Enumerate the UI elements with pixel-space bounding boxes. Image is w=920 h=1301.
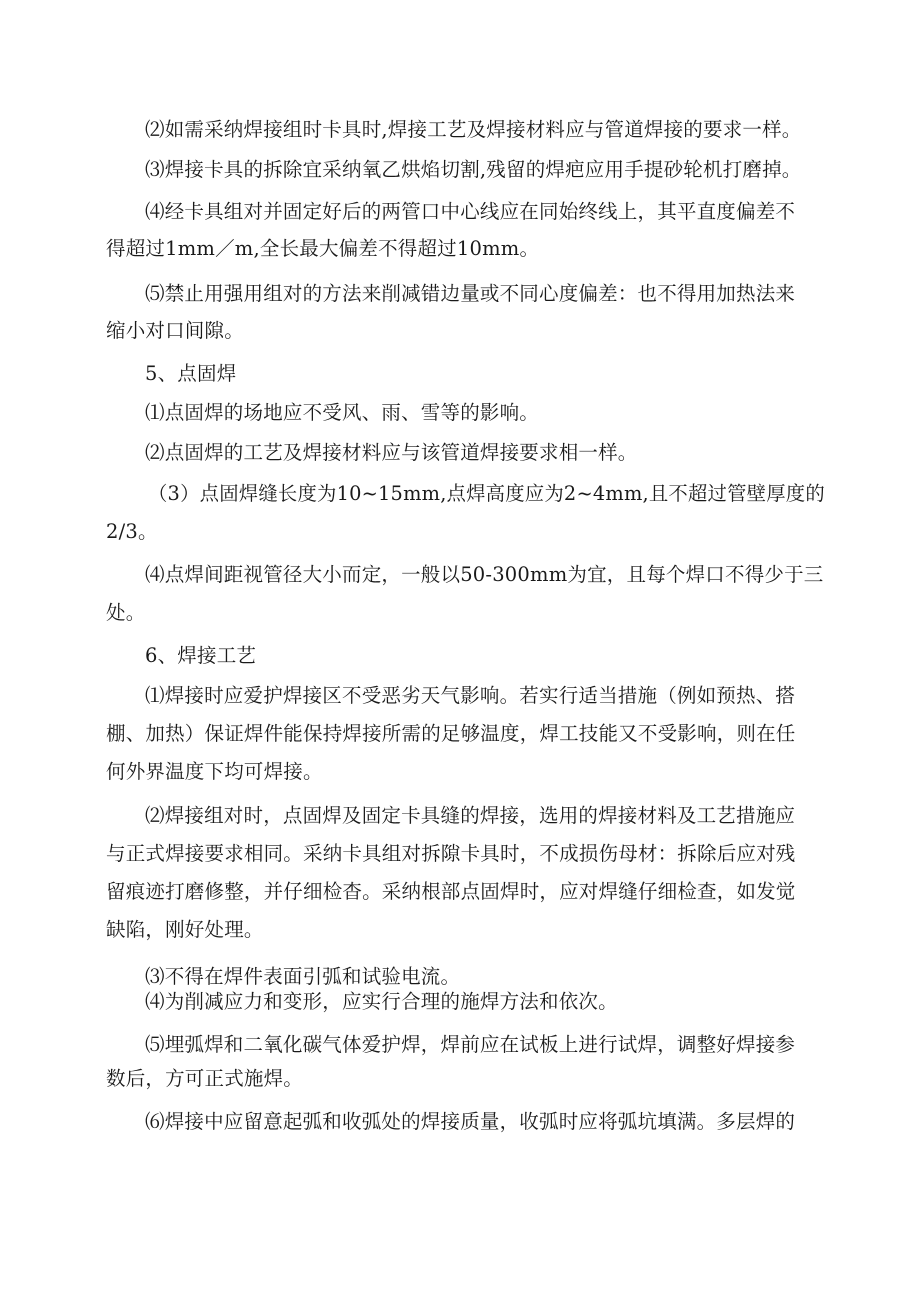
paragraph-line: ⑷为削减应力和变形，应实行合理的施焊方法和依次。	[145, 990, 618, 1013]
paragraph-line: 处。	[106, 601, 146, 624]
paragraph-line: ⑴点固焊的场地应不受风、雨、雪等的影响。	[145, 401, 540, 424]
paragraph-line: 2/3。	[106, 520, 158, 543]
section-heading: 5、点固焊	[145, 362, 237, 385]
paragraph-line: 棚、加热）保证焊件能保持焊接所需的足够温度，焊工技能又不受影响，则在任	[106, 722, 796, 745]
paragraph-line: ⑷点焊间距视管径大小而定，一般以50-300mm为宜，且每个焊口不得少于三	[145, 563, 824, 586]
paragraph-line: ⑵焊接组对时，点固焊及固定卡具缝的焊接，选用的焊接材料及工艺措施应	[145, 804, 796, 827]
paragraph-line: ⑶焊接卡具的拆除宜采纳氧乙烘焰切割,残留的焊疤应用手提砂轮机打磨掉。	[145, 158, 802, 181]
paragraph-line: 留痕迹打磨修整，并仔细检杳。采纳根部点固焊时，应对焊缝仔细检查，如发觉	[106, 880, 796, 903]
paragraph-line: 缩小对口间隙。	[106, 319, 244, 342]
paragraph-line: ⑶不得在焊件表面引弧和试验电流。	[145, 965, 461, 988]
paragraph-line: （3）点固焊缝长度为10~15mm,点焊高度应为2~4mm,且不超过管壁厚度的	[148, 482, 825, 505]
paragraph-line: ⑷经卡具组对并固定好后的两管口中心线应在同始终线上，其平直度偏差不	[145, 200, 796, 223]
paragraph-line: 与正式焊接要求相同。采纳卡具组对拆隙卡具时，不成损伤母材：拆除后应对残	[106, 842, 796, 865]
paragraph-line: ⑸禁止用强用组对的方法来削减错边量或不同心度偏差：也不得用加热法来	[145, 282, 796, 305]
section-heading: 6、焊接工艺	[145, 644, 257, 667]
paragraph-line: ⑸埋弧焊和二氧化碳气体爱护焊，焊前应在试板上进行试焊，调整好焊接参	[145, 1033, 796, 1056]
paragraph-line: 数后，方可正式施焊。	[106, 1067, 304, 1090]
paragraph-line: ⑴焊接时应爱护焊接区不受恶劣天气影响。若实行适当措施（例如预热、搭	[145, 684, 796, 707]
paragraph-line: ⑵如需采纳焊接组时卡具时,焊接工艺及焊接材料应与管道焊接的要求一样。	[145, 118, 802, 141]
paragraph-line: ⑹焊接中应留意起弧和收弧处的焊接质量，收弧时应将弧坑填满。多层焊的	[145, 1110, 796, 1133]
paragraph-line: ⑵点固焊的工艺及焊接材料应与该管道焊接要求相一样。	[145, 441, 638, 464]
paragraph-line: 缺陷，刚好处理。	[106, 918, 264, 941]
paragraph-line: 得超过1mm／m,全长最大偏差不得超过10mm。	[106, 237, 540, 260]
paragraph-line: 何外界温度下均可焊接。	[106, 760, 323, 783]
